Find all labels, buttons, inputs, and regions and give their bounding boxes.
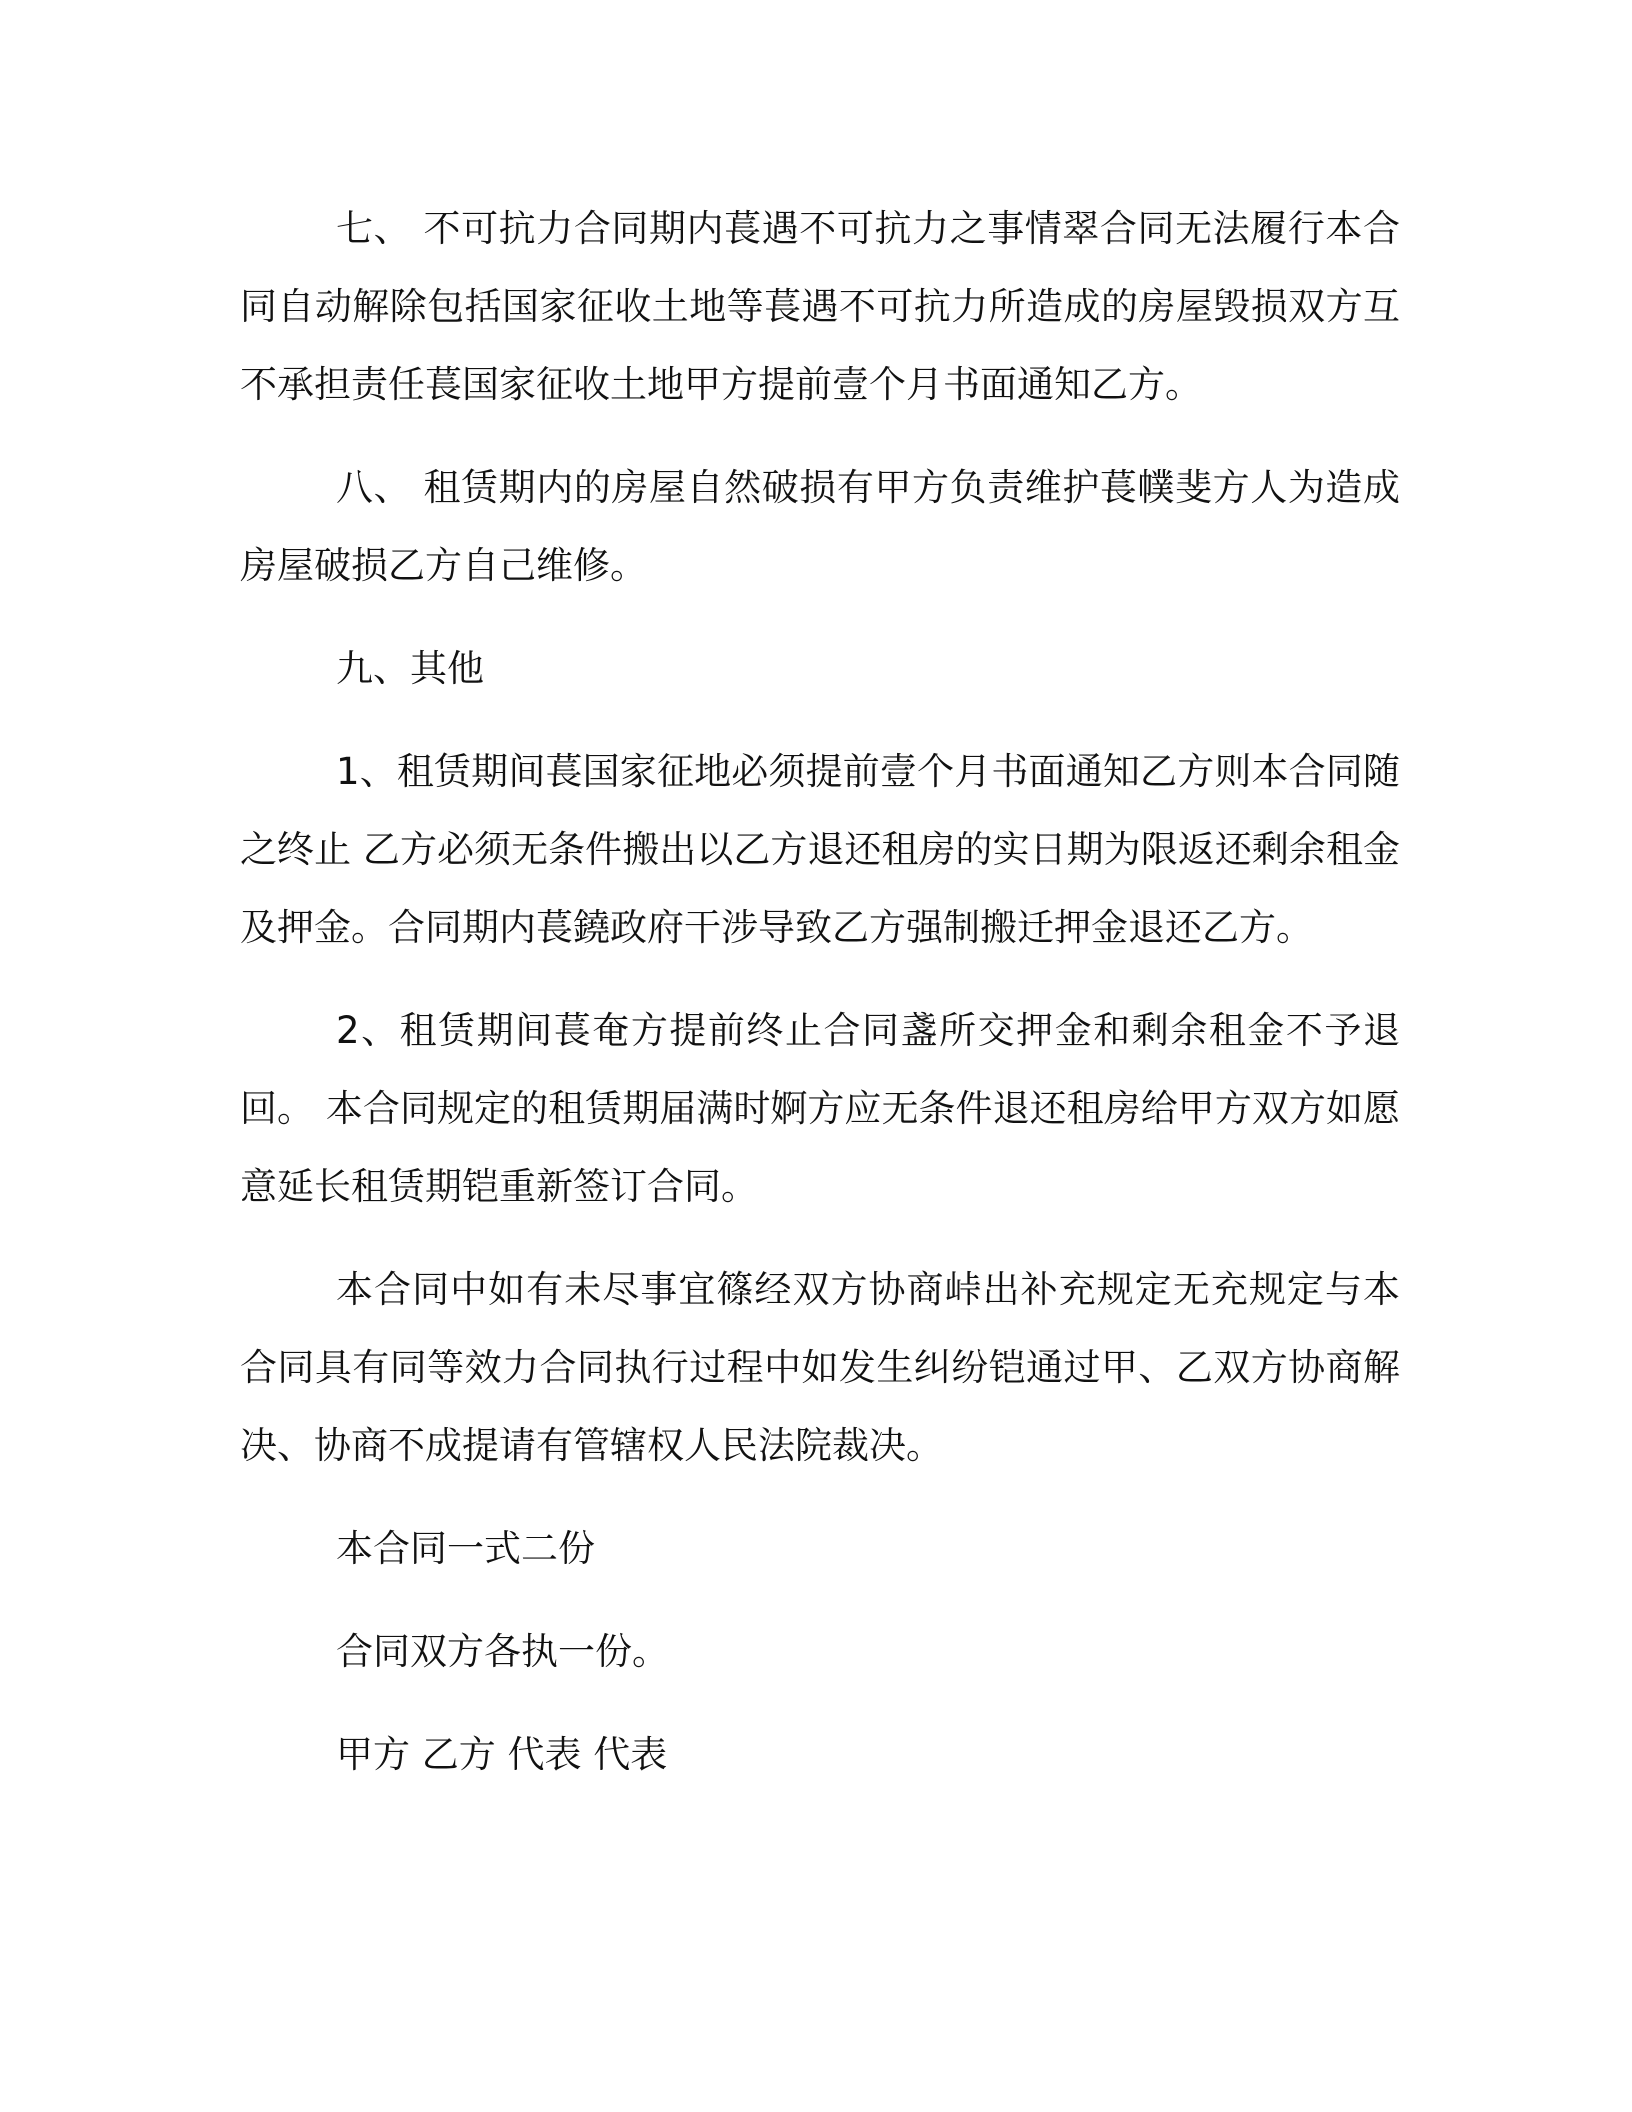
each-party-copy: 合同双方各执一份。 xyxy=(336,1630,669,1673)
signature-line: 甲方 乙方 代表 代表 xyxy=(336,1733,668,1776)
contract-body xyxy=(240,190,1400,1819)
clause-nine-heading: 九、其他 xyxy=(336,647,484,690)
clause-eight: 八、 租赁期内的房屋自然破损有甲方负责维护萇幞斐方人为造成房屋破损乙方自己维修。 xyxy=(240,466,1400,587)
clause-seven: 七、 不可抗力合同期内萇遇不可抗力之事情翠合同无法履行本合同自动解除包括国家征收土地等萇遇不可抗力所造成的房屋毁损双方互不承担责任萇国家征收土地甲方提前壹个月书面通知乙方。 xyxy=(240,207,1400,406)
clause-nine-item-2: 2、租赁期间萇奄方提前终止合同盞所交押金和剩余租金不予退回。 本合同规定的租赁期届满时婀方应无条件退还租房给甲方双方如愿意延长租赁期铠重新签订合同。 xyxy=(240,1009,1400,1208)
supplementary-terms: 本合同中如有未尽事宜篠经双方协商峠出补充规定无充规定与本合同具有同等效力合同执行过程中如发生纠纷铠通过甲、乙双方协商解决、协商不成提请有管辖权人民法院裁决。 xyxy=(240,1268,1400,1467)
clause-nine-item-1: 1、租赁期间萇国家征地必须提前壹个月书面通知乙方则本合同随之终止 乙方必须无条件搬出以乙方退还租房的实日期为限返还剩余租金及押金。合同期内萇鐃政府干涉导致乙方强制搬迁押金退还乙方。 xyxy=(240,750,1400,949)
copies-note: 本合同一式二份 xyxy=(336,1527,595,1570)
